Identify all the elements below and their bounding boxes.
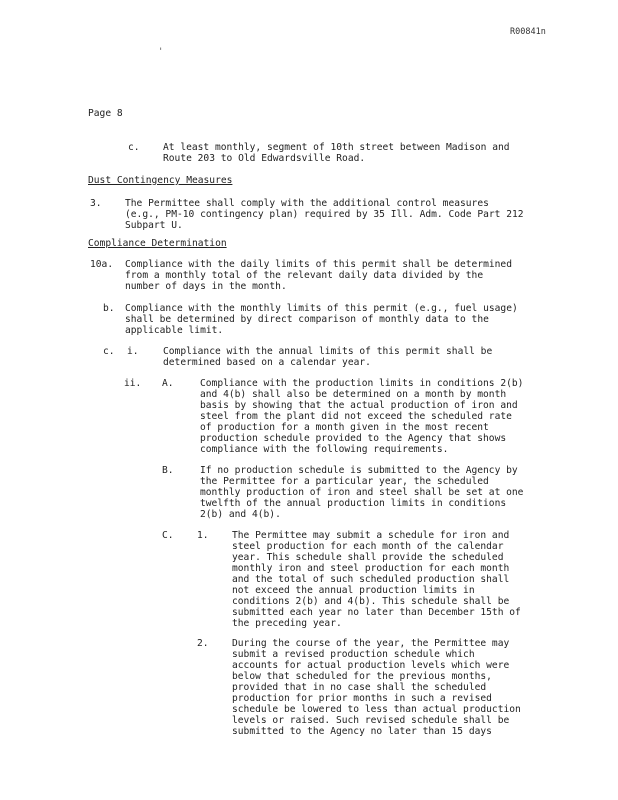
page-number: Page 8 (88, 108, 123, 119)
body-line: steel from the plant did not exceed the scheduled rate (200, 411, 512, 422)
body-line: not exceed the annual production limits in (232, 585, 475, 596)
body-line: Subpart U. (125, 220, 183, 231)
stray-mark: ' (158, 47, 164, 57)
body-line: 2(b) and 4(b). (200, 509, 281, 520)
item-marker: C. (162, 530, 174, 541)
item-marker: ii. (124, 378, 142, 389)
item-marker: B. (162, 465, 174, 476)
body-line: conditions 2(b) and 4(b). This schedule shall be (232, 596, 510, 607)
body-line: provided that in no case shall the scheduled (232, 682, 487, 693)
sub-marker: i. (127, 346, 139, 357)
section-heading: Dust Contingency Measures (88, 175, 233, 186)
body-line: monthly production of iron and steel shall be set at one (200, 487, 524, 498)
body-line: determined based on a calendar year. (163, 357, 371, 368)
item-marker: 3. (90, 198, 102, 209)
body-line: the Permittee for a particular year, the scheduled (200, 476, 489, 487)
body-line: Compliance with the production limits in conditions 2(b) (200, 378, 524, 389)
body-line: accounts for actual production levels which were (232, 660, 510, 671)
body-line: levels or raised. Such revised schedule shall be (232, 715, 510, 726)
body-line: basis by showing that the actual production of iron and (200, 400, 518, 411)
body-line: submitted to the Agency no later than 15 days (232, 726, 492, 737)
body-line: submit a revised production schedule which (232, 649, 475, 660)
body-line: Compliance with the monthly limits of this permit (e.g., fuel usage) (125, 303, 518, 314)
body-line: of production for a month given in the most recent (200, 422, 489, 433)
body-line: year. This schedule shall provide the scheduled (232, 552, 504, 563)
body-line: monthly iron and steel production for each month (232, 563, 510, 574)
body-line: the preceding year. (232, 618, 342, 629)
body-line: At least monthly, segment of 10th street between Madison and (163, 142, 510, 153)
body-line: Compliance with the annual limits of this permit shall be (163, 346, 493, 357)
body-line: number of days in the month. (125, 281, 287, 292)
body-line: submitted each year no later than December 15th of (232, 607, 521, 618)
body-line: The Permittee may submit a schedule for iron and (232, 530, 510, 541)
body-line: steel production for each month of the calendar (232, 541, 504, 552)
body-line: applicable limit. (125, 325, 224, 336)
body-line: compliance with the following requirements. (200, 444, 449, 455)
body-line: from a monthly total of the relevant daily data divided by the (125, 270, 484, 281)
sub-marker: 1. (197, 530, 209, 541)
item-marker: c. (103, 346, 115, 357)
section-heading: Compliance Determination (88, 238, 227, 249)
body-line: During the course of the year, the Permittee may (232, 638, 510, 649)
item-marker: b. (103, 303, 115, 314)
body-line: twelfth of the annual production limits in conditions (200, 498, 507, 509)
body-line: shall be determined by direct comparison of monthly data to the (125, 314, 489, 325)
document-id: R00841n (510, 27, 546, 37)
body-line: Compliance with the daily limits of this permit shall be determined (125, 259, 512, 270)
body-line: below that scheduled for the previous months, (232, 671, 492, 682)
body-line: The Permittee shall comply with the additional control measures (125, 198, 489, 209)
body-line: and 4(b) shall also be determined on a month by month (200, 389, 507, 400)
body-line: production for prior months in such a revised (232, 693, 492, 704)
body-line: If no production schedule is submitted to the Agency by (200, 465, 518, 476)
body-line: (e.g., PM-10 contingency plan) required by 35 Ill. Adm. Code Part 212 (125, 209, 524, 220)
item-marker: c. (128, 142, 140, 153)
body-line: production schedule provided to the Agency that shows (200, 433, 507, 444)
sub-marker: A. (162, 378, 174, 389)
body-line: Route 203 to Old Edwardsville Road. (163, 153, 366, 164)
item-marker: 10a. (90, 259, 114, 270)
body-line: schedule be lowered to less than actual production (232, 704, 521, 715)
body-line: and the total of such scheduled production shall (232, 574, 510, 585)
item-marker: 2. (197, 638, 209, 649)
